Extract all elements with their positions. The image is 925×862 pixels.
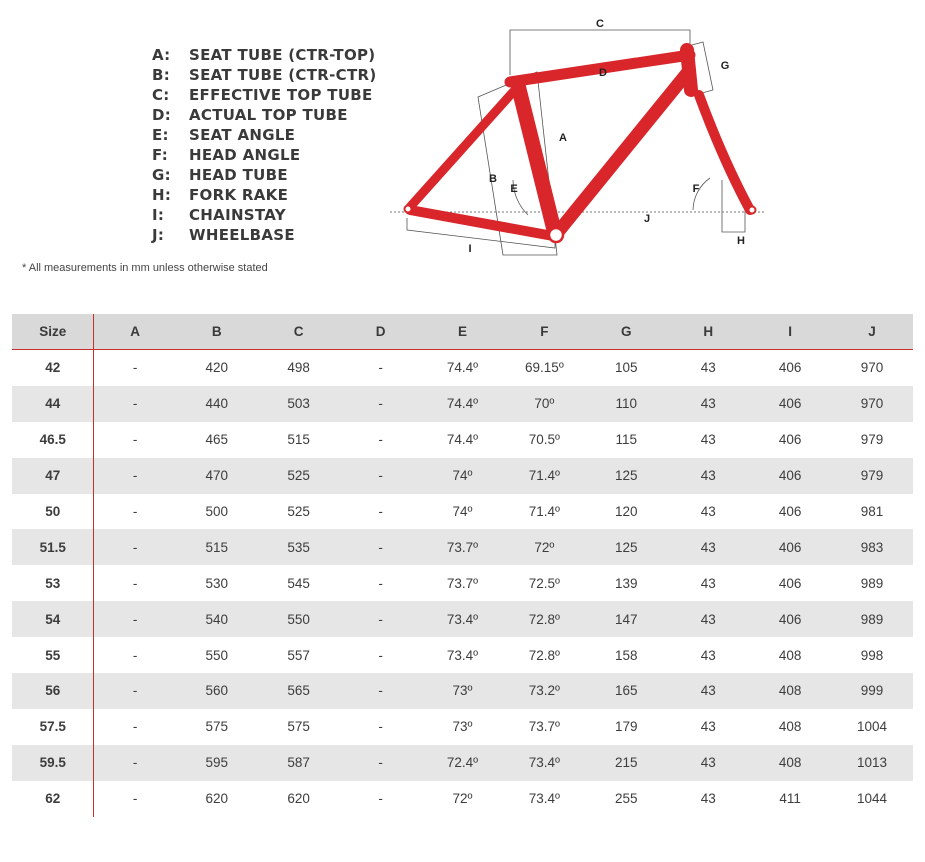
table-cell: - <box>132 719 138 735</box>
table-cell: 43 <box>667 673 749 709</box>
bottom-bracket <box>549 228 563 242</box>
table-cell: - <box>378 647 383 663</box>
table-cell: 406 <box>778 360 802 376</box>
table-cell: 500 <box>205 504 229 519</box>
size-cell: 42 <box>12 350 94 386</box>
table-cell: 43 <box>700 432 716 448</box>
legend-item <box>152 65 376 85</box>
table-cell: 406 <box>749 386 831 422</box>
label-b: B <box>489 173 497 185</box>
table-cell: - <box>378 432 383 448</box>
table-cell: 420 <box>205 360 229 376</box>
table-cell: 73.4º <box>528 791 560 807</box>
legend-key: G: <box>152 166 171 184</box>
table-cell: - <box>132 575 138 591</box>
legend-label: SEAT ANGLE <box>189 126 296 144</box>
legend-label: CHAINSTAY <box>189 206 286 224</box>
table-cell: 179 <box>615 719 638 735</box>
size-cell: 57.5 <box>12 709 94 745</box>
table-cell: - <box>132 647 138 663</box>
table-cell: 515 <box>176 529 258 565</box>
table-cell: 530 <box>205 575 229 591</box>
column-header: A <box>94 314 176 350</box>
table-body <box>12 350 913 817</box>
label-i: I <box>468 243 472 255</box>
table-row <box>12 637 913 673</box>
label-e: E <box>510 183 518 195</box>
table-row <box>12 565 913 601</box>
table-cell: - <box>378 360 383 376</box>
table-cell: 620 <box>287 791 310 807</box>
table-cell: 575 <box>205 719 229 735</box>
table-cell: 43 <box>700 791 716 807</box>
column-header: J <box>831 314 913 350</box>
table-cell: - <box>340 601 422 637</box>
table-cell: 43 <box>700 647 716 663</box>
legend-label: ACTUAL TOP TUBE <box>189 106 348 124</box>
rear-dropout <box>405 206 412 213</box>
size-cell: 53 <box>12 565 94 601</box>
table-cell: 74.4º <box>446 360 479 376</box>
table-cell: 73.4º <box>503 745 585 781</box>
table-cell: 989 <box>831 601 913 637</box>
table-cell: 72.8º <box>503 601 585 637</box>
label-f: F <box>692 183 700 195</box>
table-cell: 408 <box>749 673 831 709</box>
table-cell: 983 <box>831 529 913 565</box>
table-cell: 215 <box>585 745 667 781</box>
legend-key: D: <box>152 106 172 124</box>
table-cell: 165 <box>585 673 667 709</box>
table-row <box>12 386 913 422</box>
table-cell: 255 <box>615 791 638 807</box>
table-cell: 74.4º <box>446 432 479 448</box>
table-cell: 73.4º <box>446 647 479 663</box>
legend-key: I: <box>152 206 165 224</box>
table-cell: 981 <box>860 504 884 519</box>
table-cell: 139 <box>615 575 638 591</box>
legend-label: SEAT TUBE (CTR-TOP) <box>189 46 376 64</box>
table-cell: - <box>94 458 176 494</box>
legend-item <box>152 165 376 185</box>
legend-item <box>152 45 376 65</box>
table-cell: 72º <box>503 529 585 565</box>
table-cell: 43 <box>667 745 749 781</box>
size-cell: 55 <box>12 637 94 673</box>
table-cell: - <box>94 529 176 565</box>
table-cell: 74º <box>452 504 473 519</box>
table-header-row <box>12 314 913 350</box>
column-header: F <box>503 314 585 350</box>
label-d: D <box>599 67 607 79</box>
table-cell: 125 <box>585 458 667 494</box>
table-cell: - <box>378 719 383 735</box>
table-cell: 406 <box>778 432 802 448</box>
table-cell: 115 <box>615 432 638 448</box>
column-header: C <box>258 314 340 350</box>
column-header: D <box>340 314 422 350</box>
legend-key: B: <box>152 66 171 84</box>
legend-item <box>152 85 376 105</box>
front-dropout <box>749 207 756 214</box>
table-cell: - <box>132 791 138 807</box>
table-cell: 408 <box>778 647 802 663</box>
table-cell: 74º <box>422 458 504 494</box>
table-cell: 587 <box>258 745 340 781</box>
table-cell: 120 <box>615 504 638 519</box>
table-cell: 73º <box>452 719 473 735</box>
legend-label: HEAD TUBE <box>189 166 288 184</box>
table-cell: - <box>132 360 138 376</box>
table-cell: 970 <box>831 386 913 422</box>
table-row <box>12 673 913 709</box>
table-cell: - <box>378 504 383 519</box>
table-row <box>12 458 913 494</box>
legend-key: A: <box>152 46 171 64</box>
legend-key: H: <box>152 186 172 204</box>
table-cell: 73.7º <box>528 719 560 735</box>
legend-item <box>152 185 376 205</box>
table-cell: - <box>340 673 422 709</box>
label-j: J <box>643 213 651 225</box>
table-cell: - <box>132 432 138 448</box>
column-header: H <box>667 314 749 350</box>
table-cell: 565 <box>258 673 340 709</box>
table-cell: 105 <box>615 360 638 376</box>
column-header: E <box>422 314 504 350</box>
table-cell: 970 <box>860 360 884 376</box>
table-cell: - <box>340 745 422 781</box>
legend-label: SEAT TUBE (CTR-CTR) <box>189 66 377 84</box>
label-g: G <box>720 60 730 72</box>
table-row <box>12 709 913 745</box>
table-cell: 440 <box>176 386 258 422</box>
table-cell: 43 <box>700 360 716 376</box>
legend-item <box>152 145 376 165</box>
table-cell: 550 <box>258 601 340 637</box>
table-cell: 1004 <box>857 719 888 735</box>
table-cell: 525 <box>258 458 340 494</box>
table-cell: 408 <box>778 719 802 735</box>
table-cell: 125 <box>585 529 667 565</box>
table-cell: - <box>378 575 383 591</box>
legend-label: FORK RAKE <box>189 186 289 204</box>
column-header: G <box>585 314 667 350</box>
table-cell: 73º <box>422 673 504 709</box>
table-cell: - <box>132 504 138 519</box>
table-cell: 545 <box>287 575 310 591</box>
table-cell: - <box>340 386 422 422</box>
table-cell: 70.5º <box>528 432 560 448</box>
measurement-note: * All measurements in mm unless otherwise stated <box>22 262 268 274</box>
size-cell: 46.5 <box>12 422 94 458</box>
table-cell: 73.4º <box>422 601 504 637</box>
table-row <box>12 601 913 637</box>
table-cell: 72º <box>452 791 473 807</box>
table-cell: 406 <box>749 458 831 494</box>
size-cell: 51.5 <box>12 529 94 565</box>
legend-key: F: <box>152 146 169 164</box>
table-cell: 73.7º <box>422 529 504 565</box>
table-cell: 503 <box>258 386 340 422</box>
table-cell: 575 <box>287 719 310 735</box>
table-cell: - <box>94 745 176 781</box>
table-cell: 406 <box>749 601 831 637</box>
table-cell: 71.4º <box>528 504 560 519</box>
table-cell: 43 <box>700 719 716 735</box>
frame-tubes <box>410 50 750 236</box>
legend-item <box>152 105 376 125</box>
table-cell: 1013 <box>831 745 913 781</box>
legend-label: WHEELBASE <box>189 226 295 244</box>
column-header: B <box>176 314 258 350</box>
table-cell: 557 <box>287 647 310 663</box>
table-cell: 498 <box>287 360 310 376</box>
legend-item <box>152 205 376 225</box>
table-cell: 158 <box>615 647 638 663</box>
size-cell: 59.5 <box>12 745 94 781</box>
table-cell: 550 <box>205 647 229 663</box>
table-cell: 515 <box>287 432 310 448</box>
table-cell: 620 <box>205 791 229 807</box>
legend-label: HEAD ANGLE <box>189 146 301 164</box>
table-row <box>12 781 913 817</box>
size-cell: 47 <box>12 458 94 494</box>
table-cell: 74.4º <box>422 386 504 422</box>
legend-key: E: <box>152 126 169 144</box>
label-a: A <box>559 132 567 144</box>
legend-item <box>152 125 376 145</box>
legend-label: EFFECTIVE TOP TUBE <box>189 86 373 104</box>
table-cell: 110 <box>585 386 667 422</box>
table-cell: - <box>94 673 176 709</box>
bike-frame-diagram <box>385 10 785 260</box>
table-cell: 979 <box>860 432 884 448</box>
table-row <box>12 494 913 530</box>
table-cell: 72.5º <box>528 575 560 591</box>
table-cell: 43 <box>700 575 716 591</box>
table-cell: 999 <box>831 673 913 709</box>
table-cell: 43 <box>667 458 749 494</box>
table-cell: 979 <box>831 458 913 494</box>
table-cell: - <box>94 386 176 422</box>
legend-key: C: <box>152 86 170 104</box>
label-c: C <box>596 18 604 30</box>
table-cell: 43 <box>667 386 749 422</box>
size-cell: 44 <box>12 386 94 422</box>
table-cell: 406 <box>749 529 831 565</box>
legend-item <box>152 225 376 245</box>
table-cell: 147 <box>585 601 667 637</box>
table-cell: 43 <box>667 529 749 565</box>
table-cell: 69.15º <box>525 360 564 376</box>
size-cell: 50 <box>12 494 94 530</box>
table-cell: 73.7º <box>446 575 479 591</box>
table-cell: 560 <box>176 673 258 709</box>
table-cell: 998 <box>860 647 884 663</box>
table-cell: 406 <box>778 504 802 519</box>
table-cell: 465 <box>205 432 229 448</box>
table-row <box>12 422 913 458</box>
table-cell: 72.4º <box>422 745 504 781</box>
table-cell: 470 <box>176 458 258 494</box>
table-cell: 525 <box>287 504 310 519</box>
table-cell: 1044 <box>857 791 888 807</box>
table-cell: - <box>94 601 176 637</box>
table-cell: 535 <box>258 529 340 565</box>
table-cell: 411 <box>779 791 801 807</box>
legend-key: J: <box>152 226 165 244</box>
size-cell: 56 <box>12 673 94 709</box>
geometry-legend <box>152 45 376 245</box>
size-cell: 54 <box>12 601 94 637</box>
table-cell: 43 <box>700 504 716 519</box>
table-cell: - <box>378 791 383 807</box>
table-row <box>12 350 913 386</box>
label-h: H <box>737 235 745 247</box>
table-cell: 540 <box>176 601 258 637</box>
table-cell: - <box>340 458 422 494</box>
table-cell: 71.4º <box>503 458 585 494</box>
table-cell: 70º <box>503 386 585 422</box>
table-cell: 406 <box>778 575 802 591</box>
table-cell: 595 <box>176 745 258 781</box>
table-cell: 73.2º <box>503 673 585 709</box>
table-cell: 72.8º <box>528 647 560 663</box>
geometry-table <box>12 314 913 817</box>
table-cell: - <box>340 529 422 565</box>
table-cell: 43 <box>667 601 749 637</box>
table-cell: 989 <box>860 575 884 591</box>
table-row <box>12 745 913 781</box>
column-header: Size <box>12 314 94 350</box>
table-row <box>12 529 913 565</box>
column-header: I <box>749 314 831 350</box>
table-cell: 408 <box>749 745 831 781</box>
size-cell: 62 <box>12 781 94 817</box>
